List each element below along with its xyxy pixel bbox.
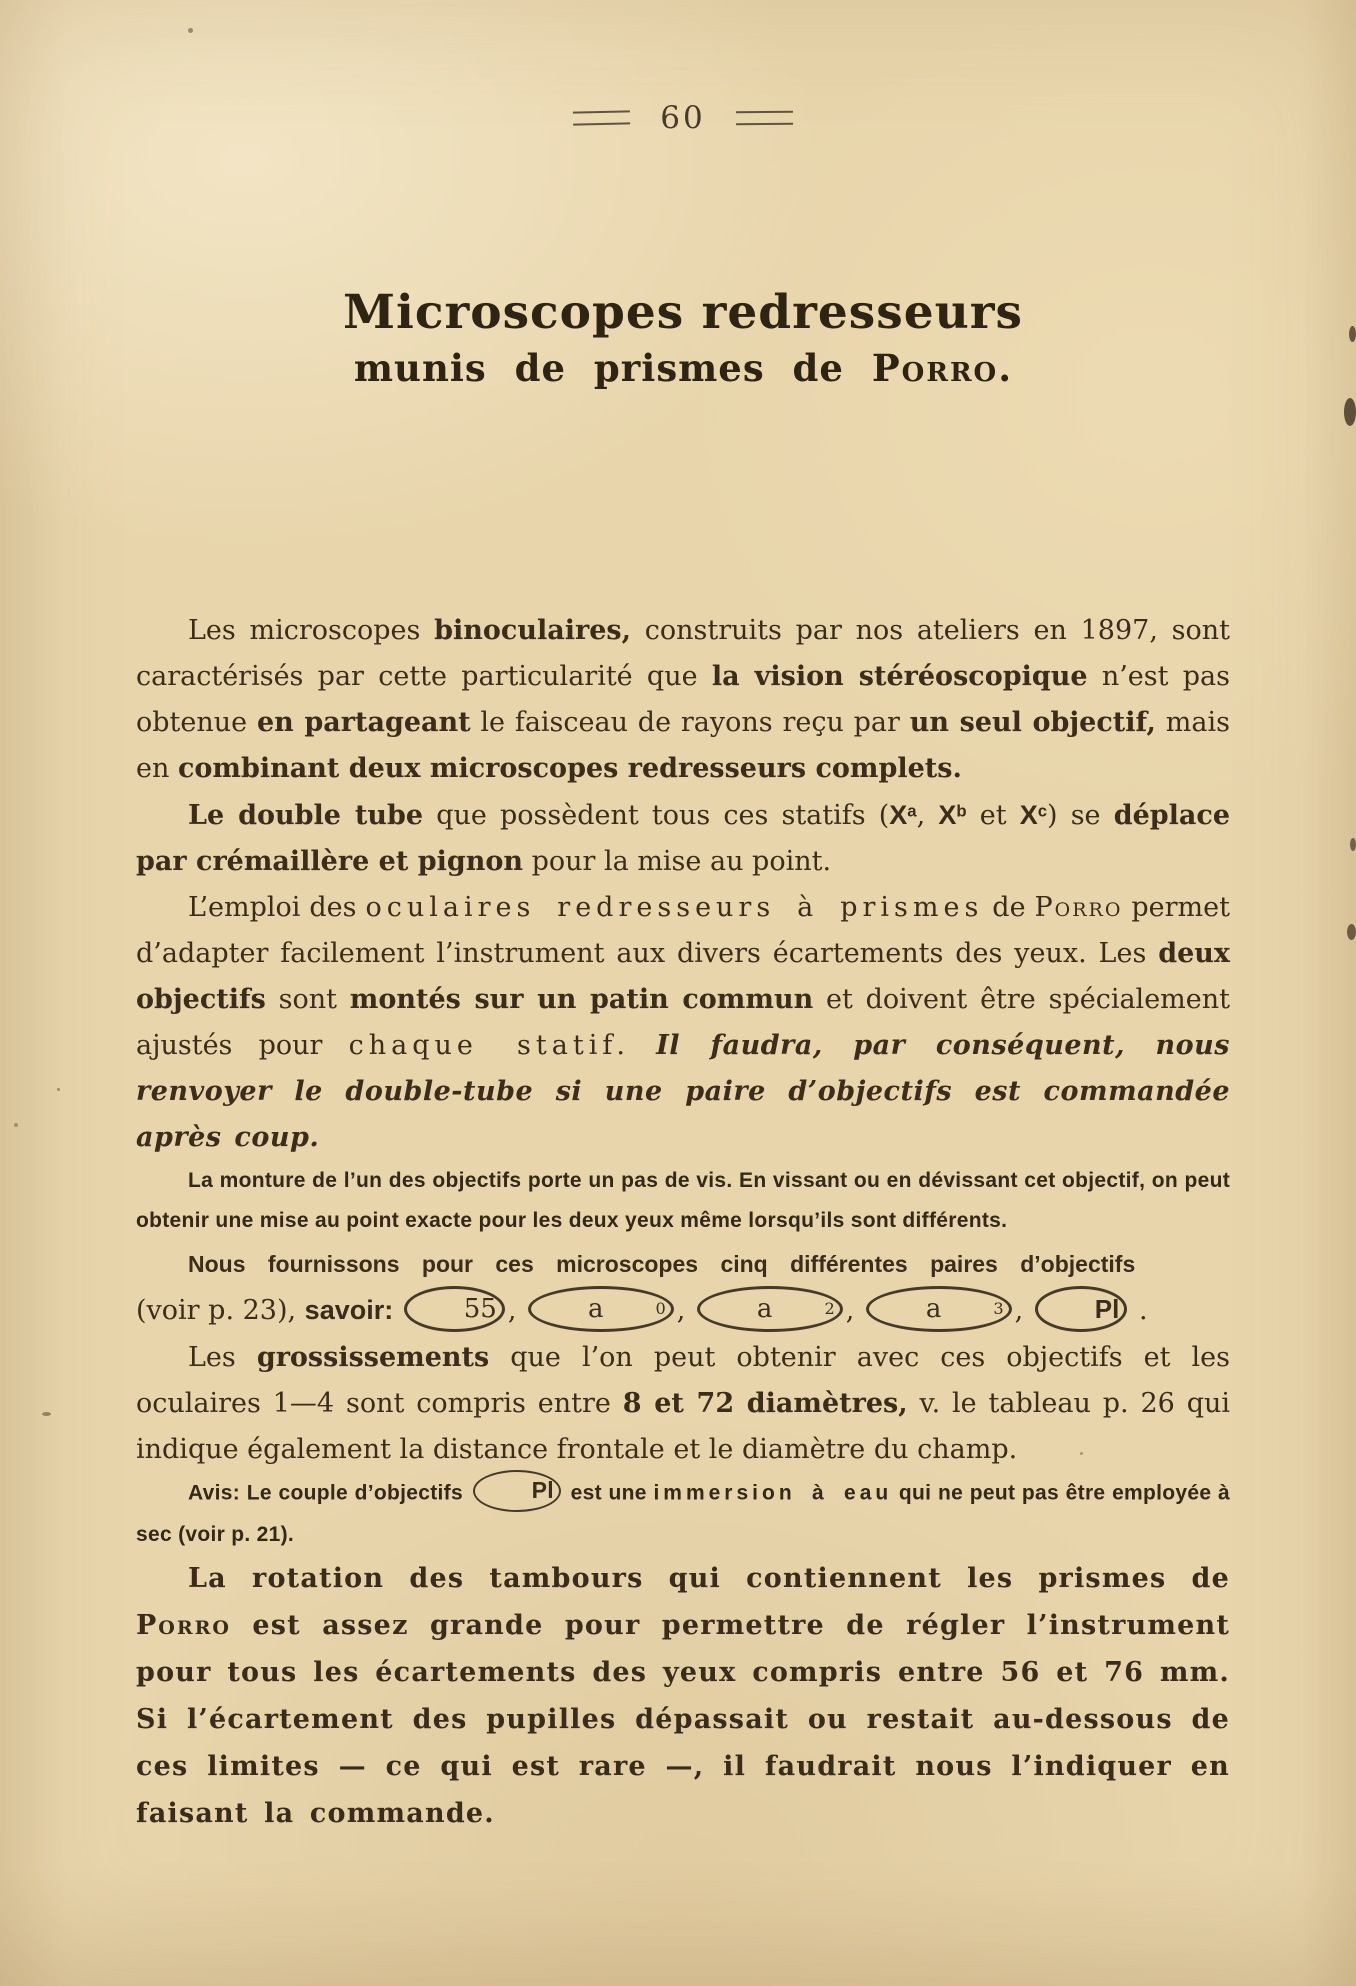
ink-mark — [1350, 838, 1356, 851]
subtitle-porro: Porro — [871, 346, 999, 391]
objective-badge-pl-avis: Pl — [473, 1470, 561, 1512]
objective-badge-55: 55 — [404, 1286, 505, 1332]
paragraph-monture-note: La monture de l’un des objectifs porte un pas de vis. En vissant ou en dévissant cet objectif, on peut obtenir une mise au point exacte pour les deux yeux même lorsqu’ils sont différents. — [136, 1169, 1230, 1232]
paragraph-rotation: La rotation des tambours qui contiennent les prismes de Porro est assez grande pour permettre de régler l’instrument pour tous les écartements des yeux compris entre 56 et 76 mm. Si l’écartement des pupilles dépassait ou restait au-dessous de ces limites — ce qui est rare —, il faudrait nous l’indiquer en faisant la commande. — [136, 1562, 1230, 1829]
paragraph-objectifs-liste: Nous fournissons pour ces microscopes cinq différentes paires d’objectifs (voir p. 23), savoir: 55 , a 0 , a 2 , a 3 , Pl . — [136, 1241, 1230, 1335]
page-subtitle — [136, 348, 1230, 389]
body-text — [136, 608, 1230, 1837]
ink-mark — [1344, 398, 1356, 426]
ink-mark — [1347, 924, 1356, 940]
objective-badge-a2: a 2 — [697, 1286, 843, 1332]
page-number: 60 — [660, 100, 706, 136]
objective-badge-a0: a 0 — [528, 1286, 674, 1332]
paragraph-oculaires: L’emploi des oculaires redresseurs à prismes de Porro permet d’adapter facilement l’instrument aux divers écartements des yeux. Les deux objectifs sont montés sur un patin commun et doivent être spécialement ajustés pour chaque statif. Il faudra, par conséquent, nous renvoyer le double-tube si une paire d’objectifs est commandée après coup. — [136, 892, 1230, 1153]
header-rule-right-icon — [736, 111, 793, 126]
ink-mark — [14, 1123, 18, 1127]
objective-badge-pl: Pl — [1035, 1286, 1128, 1332]
paragraph-double-tube: Le double tube que possèdent tous ces statifs ($X^a$, $X^b$ et $X^c$) se déplace par crémaillère et pignon pour la mise au point. — [136, 800, 1230, 877]
ink-mark — [188, 28, 193, 33]
subtitle-text: munis de prismes de — [353, 346, 872, 391]
ink-mark — [42, 1412, 51, 1416]
ink-mark — [1080, 1452, 1083, 1455]
subtitle-period: . — [998, 346, 1013, 391]
paragraph-grossissements: Les grossissements que l’on peut obtenir avec ces objectifs et les oculaires 1—4 sont compris entre 8 et 72 diamètres, v. le tableau p. 26 qui indique également la distance frontale et le diamètre du champ. — [136, 1341, 1231, 1465]
page-header — [136, 100, 1230, 136]
paragraph-binoculaires: Les microscopes binoculaires, construits par nos ateliers en 1897, sont caractérisés par cette particularité que la vision stéréoscopique n’est pas obtenue en partageant le faisceau de rayons reçu par un seul objectif, mais en combinant deux microscopes redresseurs complets. — [136, 615, 1230, 784]
ink-mark — [57, 1088, 60, 1091]
header-rule-left-icon — [573, 110, 630, 125]
title-block — [136, 286, 1230, 389]
paragraph-avis: Avis: Le couple d’objectifs Pl est une immersion à eau qui ne peut pas être employée à sec (voir p. 21). — [136, 1473, 1230, 1555]
objective-badge-a3: a 3 — [866, 1286, 1012, 1332]
ink-mark — [1349, 326, 1356, 342]
page-title: Microscopes redresseurs — [342, 285, 1024, 340]
